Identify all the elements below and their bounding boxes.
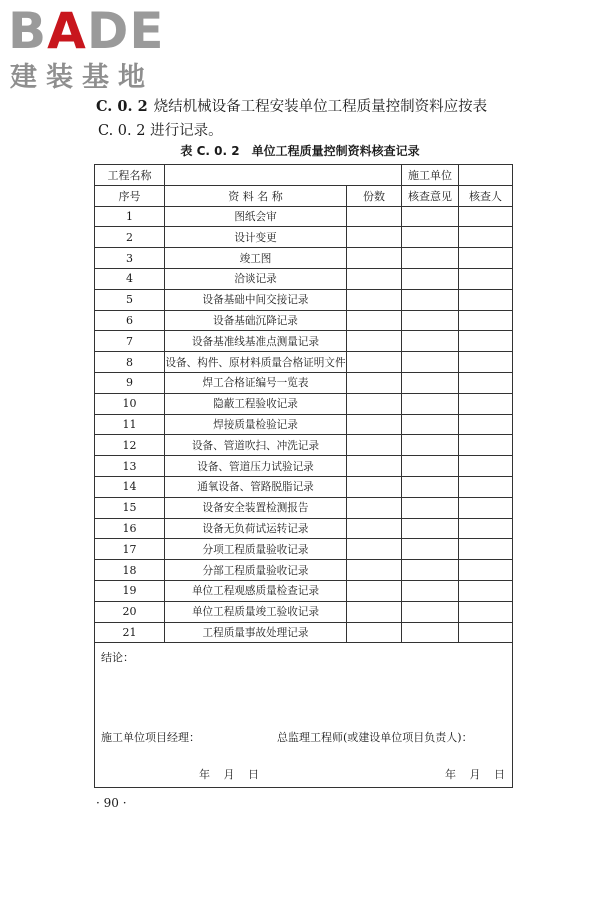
row-document-name: 设备基准线基准点测量记录 <box>165 331 347 352</box>
row-opinion-cell[interactable] <box>402 622 459 643</box>
row-document-name: 单位工程质量竣工验收记录 <box>165 601 347 622</box>
row-document-name: 图纸会审 <box>165 206 347 227</box>
row-checker-cell[interactable] <box>459 268 513 289</box>
row-checker-cell[interactable] <box>459 352 513 373</box>
row-checker-cell[interactable] <box>459 456 513 477</box>
row-opinion-cell[interactable] <box>402 456 459 477</box>
row-number: 1 <box>95 206 165 227</box>
row-opinion-cell[interactable] <box>402 497 459 518</box>
table-row <box>95 227 513 248</box>
row-checker-cell[interactable] <box>459 289 513 310</box>
table-row <box>95 456 513 477</box>
row-document-name: 设计变更 <box>165 227 347 248</box>
table-row <box>95 476 513 497</box>
table-row <box>95 414 513 435</box>
bade-logo <box>8 4 178 96</box>
row-opinion-cell[interactable] <box>402 248 459 269</box>
row-copies-cell[interactable] <box>347 206 402 227</box>
row-copies-cell[interactable] <box>347 580 402 601</box>
row-document-name: 设备基础沉降记录 <box>165 310 347 331</box>
row-opinion-cell[interactable] <box>402 268 459 289</box>
contractor-field[interactable] <box>459 165 513 186</box>
header-no: 序号 <box>95 185 165 206</box>
row-opinion-cell[interactable] <box>402 393 459 414</box>
row-copies-cell[interactable] <box>347 289 402 310</box>
row-checker-cell[interactable] <box>459 580 513 601</box>
contractor-label: 施工单位 <box>402 165 459 186</box>
row-number: 15 <box>95 497 165 518</box>
row-number: 17 <box>95 539 165 560</box>
row-document-name: 洽谈记录 <box>165 268 347 289</box>
row-copies-cell[interactable] <box>347 497 402 518</box>
row-copies-cell[interactable] <box>347 601 402 622</box>
quality-control-table <box>94 164 512 788</box>
chief-supervisor-signature: 总监理工程师(或建设单位项目负责人)： <box>277 731 473 745</box>
intro-line-1: 烧结机械设备工程安装单位工程质量控制资料应按表 <box>153 99 488 115</box>
row-copies-cell[interactable] <box>347 622 402 643</box>
conclusion-row <box>95 643 513 788</box>
row-copies-cell[interactable] <box>347 414 402 435</box>
row-opinion-cell[interactable] <box>402 227 459 248</box>
row-number: 9 <box>95 372 165 393</box>
row-number: 8 <box>95 352 165 373</box>
row-opinion-cell[interactable] <box>402 601 459 622</box>
row-opinion-cell[interactable] <box>402 414 459 435</box>
project-name-field[interactable] <box>165 165 402 186</box>
table-row <box>95 393 513 414</box>
project-name-label: 工程名称 <box>95 165 165 186</box>
table-row <box>95 310 513 331</box>
row-number: 19 <box>95 580 165 601</box>
table-caption: 表 C. 0. 2 单位工程质量控制资料核查记录 <box>180 144 420 158</box>
row-number: 14 <box>95 476 165 497</box>
row-number: 5 <box>95 289 165 310</box>
row-checker-cell[interactable] <box>459 539 513 560</box>
row-document-name: 单位工程观感质量检查记录 <box>165 580 347 601</box>
table-row <box>95 268 513 289</box>
row-document-name: 隐蔽工程验收记录 <box>165 393 347 414</box>
row-number: 11 <box>95 414 165 435</box>
row-copies-cell[interactable] <box>347 268 402 289</box>
row-document-name: 设备无负荷试运转记录 <box>165 518 347 539</box>
row-document-name: 焊工合格证编号一览表 <box>165 372 347 393</box>
row-opinion-cell[interactable] <box>402 476 459 497</box>
row-checker-cell[interactable] <box>459 227 513 248</box>
row-checker-cell[interactable] <box>459 476 513 497</box>
row-document-name: 竣工图 <box>165 248 347 269</box>
row-number: 2 <box>95 227 165 248</box>
row-checker-cell[interactable] <box>459 331 513 352</box>
clause-code: C. 0. 2 <box>96 98 148 115</box>
header-name: 资 料 名 称 <box>165 185 347 206</box>
row-number: 21 <box>95 622 165 643</box>
logo-subtitle: 建装基地 <box>10 62 154 93</box>
row-checker-cell[interactable] <box>459 393 513 414</box>
row-copies-cell[interactable] <box>347 435 402 456</box>
row-opinion-cell[interactable] <box>402 435 459 456</box>
table-row <box>95 497 513 518</box>
row-opinion-cell[interactable] <box>402 372 459 393</box>
contractor-manager-signature: 施工单位项目经理： <box>101 731 200 745</box>
row-copies-cell[interactable] <box>347 518 402 539</box>
row-copies-cell[interactable] <box>347 560 402 581</box>
row-checker-cell[interactable] <box>459 372 513 393</box>
row-checker-cell[interactable] <box>459 497 513 518</box>
row-opinion-cell[interactable] <box>402 560 459 581</box>
table-row <box>95 518 513 539</box>
row-document-name: 通氧设备、管路脱脂记录 <box>165 476 347 497</box>
row-opinion-cell[interactable] <box>402 518 459 539</box>
row-copies-cell[interactable] <box>347 476 402 497</box>
header-checker: 核查人 <box>459 185 513 206</box>
supervisor-date: 年 月 日 <box>445 768 505 782</box>
row-document-name: 设备安全装置检测报告 <box>165 497 347 518</box>
intro-line-2: C. 0. 2 进行记录。 <box>98 123 223 139</box>
row-checker-cell[interactable] <box>459 248 513 269</box>
table-row <box>95 560 513 581</box>
row-copies-cell[interactable] <box>347 248 402 269</box>
row-copies-cell[interactable] <box>347 352 402 373</box>
row-copies-cell[interactable] <box>347 393 402 414</box>
page-number: · 90 · <box>96 796 127 810</box>
row-number: 18 <box>95 560 165 581</box>
row-number: 20 <box>95 601 165 622</box>
row-document-name: 设备、构件、原材料质量合格证明文件 <box>165 352 347 373</box>
row-document-name: 分部工程质量验收记录 <box>165 560 347 581</box>
table-row <box>95 539 513 560</box>
table-row <box>95 289 513 310</box>
header-row <box>95 185 513 206</box>
row-checker-cell[interactable] <box>459 414 513 435</box>
row-copies-cell[interactable] <box>347 331 402 352</box>
row-opinion-cell[interactable] <box>402 331 459 352</box>
header-opinion: 核查意见 <box>402 185 459 206</box>
project-info-row <box>95 165 513 186</box>
row-checker-cell[interactable] <box>459 622 513 643</box>
row-document-name: 工程质量事故处理记录 <box>165 622 347 643</box>
row-opinion-cell[interactable] <box>402 352 459 373</box>
row-number: 13 <box>95 456 165 477</box>
row-checker-cell[interactable] <box>459 518 513 539</box>
row-checker-cell[interactable] <box>459 560 513 581</box>
contractor-date: 年 月 日 <box>199 768 259 782</box>
row-copies-cell[interactable] <box>347 227 402 248</box>
table-row <box>95 580 513 601</box>
row-checker-cell[interactable] <box>459 310 513 331</box>
table-row <box>95 206 513 227</box>
row-opinion-cell[interactable] <box>402 310 459 331</box>
row-opinion-cell[interactable] <box>402 206 459 227</box>
row-document-name: 焊接质量检验记录 <box>165 414 347 435</box>
table-row <box>95 601 513 622</box>
row-copies-cell[interactable] <box>347 539 402 560</box>
row-number: 6 <box>95 310 165 331</box>
conclusion-label: 结论： <box>101 651 134 665</box>
row-number: 3 <box>95 248 165 269</box>
conclusion-box <box>95 643 512 787</box>
row-number: 10 <box>95 393 165 414</box>
row-number: 4 <box>95 268 165 289</box>
row-opinion-cell[interactable] <box>402 539 459 560</box>
row-document-name: 设备基础中间交接记录 <box>165 289 347 310</box>
row-opinion-cell[interactable] <box>402 289 459 310</box>
row-checker-cell[interactable] <box>459 435 513 456</box>
row-number: 16 <box>95 518 165 539</box>
table-row <box>95 372 513 393</box>
row-copies-cell[interactable] <box>347 456 402 477</box>
table-row <box>95 352 513 373</box>
logo-wordmark: BADE <box>8 2 165 60</box>
row-opinion-cell[interactable] <box>402 580 459 601</box>
row-document-name: 分项工程质量验收记录 <box>165 539 347 560</box>
row-number: 7 <box>95 331 165 352</box>
row-copies-cell[interactable] <box>347 310 402 331</box>
row-checker-cell[interactable] <box>459 601 513 622</box>
header-copies: 份数 <box>347 185 402 206</box>
table-row <box>95 331 513 352</box>
row-checker-cell[interactable] <box>459 206 513 227</box>
row-document-name: 设备、管道压力试验记录 <box>165 456 347 477</box>
table-row <box>95 435 513 456</box>
row-number: 12 <box>95 435 165 456</box>
table-row <box>95 248 513 269</box>
row-document-name: 设备、管道吹扫、冲洗记录 <box>165 435 347 456</box>
row-copies-cell[interactable] <box>347 372 402 393</box>
table-row <box>95 622 513 643</box>
intro-paragraph <box>96 95 516 143</box>
